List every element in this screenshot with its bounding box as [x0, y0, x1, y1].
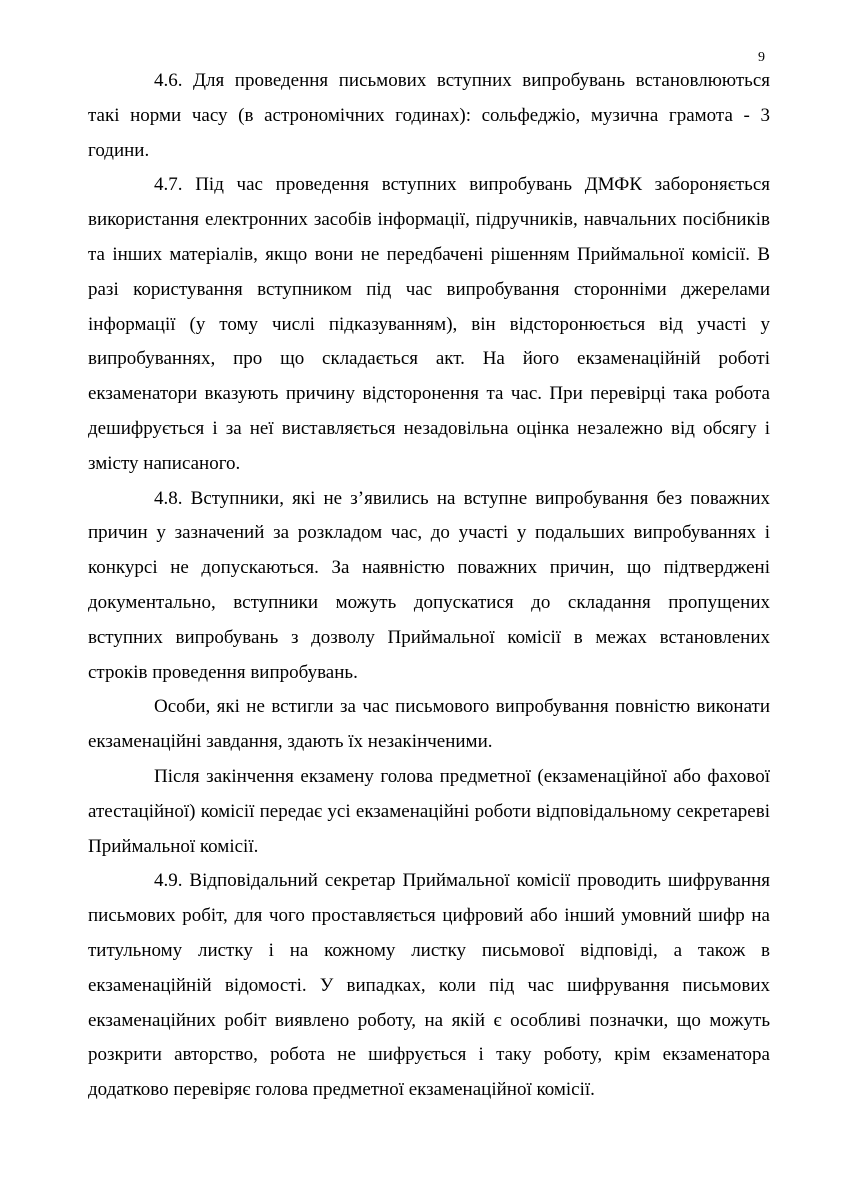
paragraph-4-6: 4.6. Для проведення письмових вступних випробувань встановлюються такі норми часу (в астрономічних годинах): сольфеджіо, музична грамота - 3 години.	[88, 70, 770, 161]
paragraph-4-9: 4.9. Відповідальний секретар Приймальної комісії проводить шифрування письмових робіт, для чого проставляється цифровий або інший умовний шифр на титульному листку і на кожному листку письмової відповіді, а також в екзаменаційній відомості. У випадках, коли під час шифрування письмових екзаменаційних робіт виявлено роботу, на якій є особливі позначки, що можуть розкрити авторство, робота не шифрується і таку роботу, крім екзаменатора додатково перевіряє голова предметної екзаменаційної комісії.	[88, 870, 770, 1101]
paragraph-unfinished-work: Особи, які не встигли за час письмового випробування повністю виконати екзаменаційні завдання, здають їх незакінченими.	[88, 696, 770, 753]
paragraph-4-7: 4.7. Під час проведення вступних випробувань ДМФК забороняється використання електронних засобів інформації, підручників, навчальних посібників та інших матеріалів, якщо вони не передбачені рішенням Приймальної комісії. В разі користування вступником під час випробування сторонніми джерелами інформації (у тому числі підказуванням), він відсторонюється від участі у випробуваннях, про що складається акт. На його екзаменаційній роботі екзаменатори вказують причину відсторонення та час. При перевірці така робота дешифрується і за неї виставляється незадовільна оцінка незалежно від обсягу і змісту написаного.	[88, 174, 770, 474]
document-body	[88, 64, 770, 1108]
page-number: 9	[758, 50, 765, 65]
paragraph-4-8: 4.8. Вступники, які не з’явились на вступне випробування без поважних причин у зазначений за розкладом час, до участі у подальших випробуваннях і конкурсі не допускаються. За наявністю поважних причин, що підтверджені документально, вступники можуть допускатися до складання пропущених вступних випробувань з дозволу Приймальної комісії в межах встановлених строків проведення випробувань.	[88, 487, 770, 683]
paragraph-exam-handover: Після закінчення екзамену голова предметної (екзаменаційної або фахової атестаційної) комісії передає усі екзаменаційні роботи відповідальному секретареві Приймальної комісії.	[88, 765, 770, 857]
